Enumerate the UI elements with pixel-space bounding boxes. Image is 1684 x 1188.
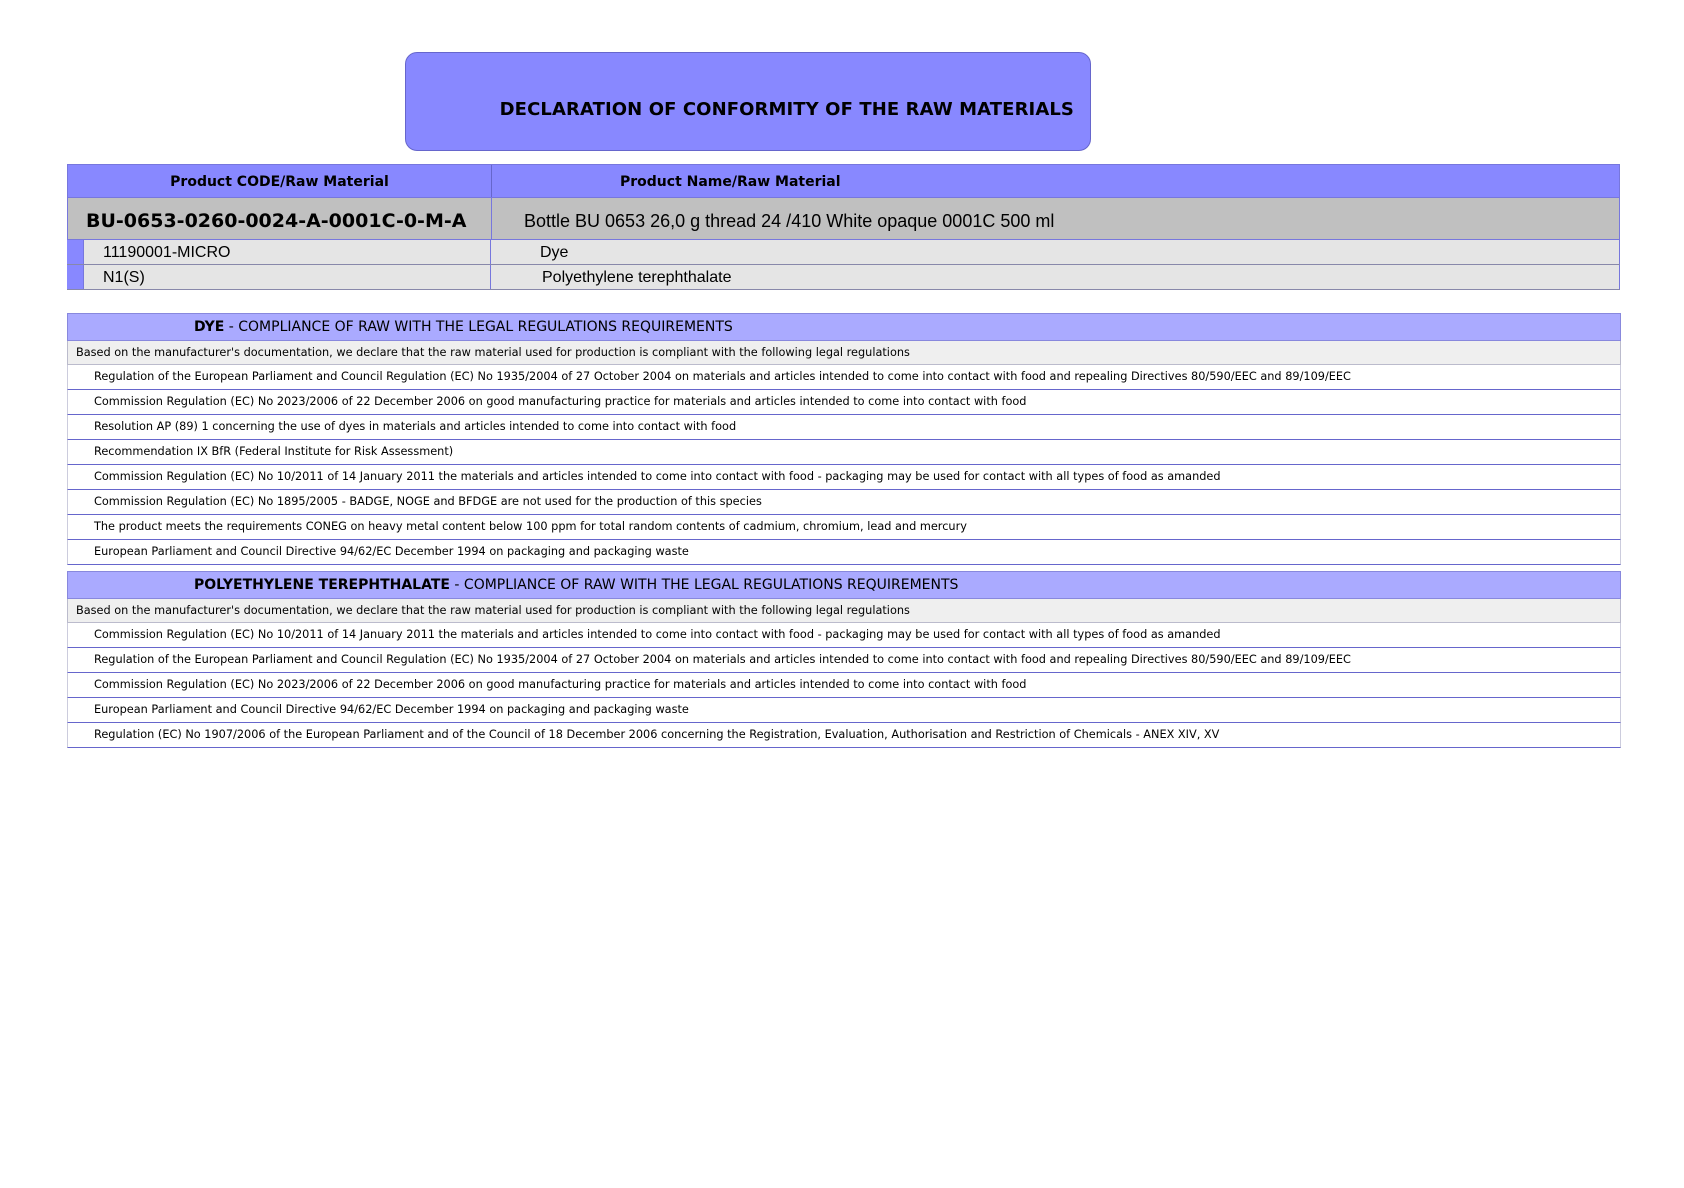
row-marker [67,265,83,289]
section-intro: Based on the manufacturer's documentation, we declare that the raw material used for production is compliant with the following legal regulations [67,599,1621,623]
regulation-item: Commission Regulation (EC) No 2023/2006 of 22 December 2006 on good manufacturing practice for materials and articles intended to come into contact with food [67,390,1621,415]
header-product-name: Product Name/Raw Material [620,174,841,190]
section-dye [67,313,1621,565]
section-header [67,313,1621,341]
section-intro: Based on the manufacturer's documentation, we declare that the raw material used for production is compliant with the following legal regulations [67,341,1621,365]
regulation-item: Regulation (EC) No 1907/2006 of the European Parliament and of the Council of 18 December 2006 concerning the Registration, Evaluation, Authorisation and Restriction of Chemicals - ANEX XIV, XV [67,723,1621,748]
raw-material-name: Polyethylene terephthalate [491,265,1620,289]
product-main-row [67,198,1620,240]
product-code: BU-0653-0260-0024-A-0001C-0-M-A [68,198,492,239]
section-heading: - COMPLIANCE OF RAW WITH THE LEGAL REGULATIONS REQUIREMENTS [449,577,959,593]
document-title: DECLARATION OF CONFORMITY OF THE RAW MATERIALS [499,99,1074,120]
section-material: DYE [194,319,225,335]
header-product-code: Product CODE/Raw Material [68,165,492,197]
regulation-item: European Parliament and Council Directive 94/62/EC December 1994 on packaging and packaging waste [67,698,1621,723]
row-marker [67,240,83,264]
regulation-item: Recommendation IX BfR (Federal Institute for Risk Assessment) [67,440,1621,465]
section-material: POLYETHYLENE TEREPHTHALATE [194,577,450,593]
raw-material-row [67,240,1620,265]
regulation-item: Commission Regulation (EC) No 1895/2005 - BADGE, NOGE and BFDGE are not used for the production of this species [67,490,1621,515]
regulation-item: Commission Regulation (EC) No 10/2011 of 14 January 2011 the materials and articles intended to come into contact with food - packaging may be used for contact with all types of food as amanded [67,465,1621,490]
product-name: Bottle BU 0653 26,0 g thread 24 /410 White opaque 0001C 500 ml [524,211,1055,231]
raw-material-row [67,265,1620,290]
regulation-item: Regulation of the European Parliament and Council Regulation (EC) No 1935/2004 of 27 October 2004 on materials and articles intended to come into contact with food and repealing Directives 80/590/EEC and 89/109/EEC [67,648,1621,673]
product-table [67,164,1620,290]
regulation-item: The product meets the requirements CONEG on heavy metal content below 100 ppm for total random contents of cadmium, chromium, lead and mercury [67,515,1621,540]
raw-material-code: N1(S) [83,265,491,289]
regulation-item: Resolution AP (89) 1 concerning the use of dyes in materials and articles intended to come into contact with food [67,415,1621,440]
section-pet [67,571,1621,748]
product-table-header [67,164,1620,198]
regulation-item: Commission Regulation (EC) No 10/2011 of 14 January 2011 the materials and articles intended to come into contact with food - packaging may be used for contact with all types of food as amanded [67,623,1621,648]
title-box [405,52,1091,151]
regulation-item: Regulation of the European Parliament and Council Regulation (EC) No 1935/2004 of 27 October 2004 on materials and articles intended to come into contact with food and repealing Directives 80/590/EEC and 89/109/EEC [67,365,1621,390]
regulation-item: Commission Regulation (EC) No 2023/2006 of 22 December 2006 on good manufacturing practice for materials and articles intended to come into contact with food [67,673,1621,698]
section-header [67,571,1621,599]
section-heading: - COMPLIANCE OF RAW WITH THE LEGAL REGULATIONS REQUIREMENTS [224,319,733,335]
regulation-item: European Parliament and Council Directive 94/62/EC December 1994 on packaging and packaging waste [67,540,1621,565]
raw-material-name: Dye [491,240,1620,264]
raw-material-code: 11190001-MICRO [83,240,491,264]
